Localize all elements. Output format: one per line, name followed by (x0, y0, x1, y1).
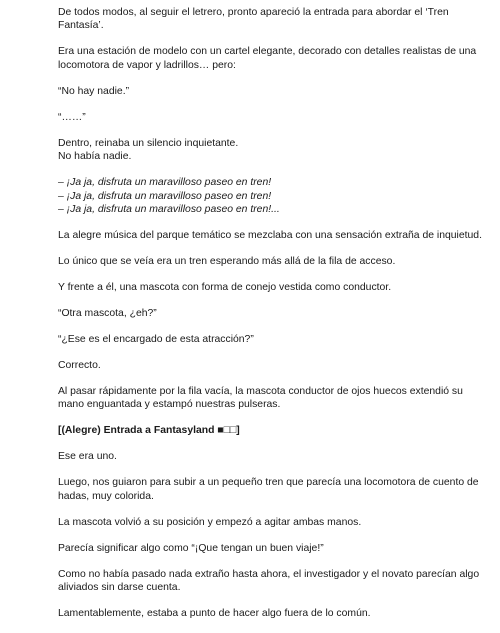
paragraph-12 (58, 359, 468, 372)
text-line: Lamentablemente, estaba a punto de hacer algo fuera de lo común. (58, 608, 371, 620)
paragraph-13 (58, 385, 468, 412)
paragraph-8 (58, 255, 468, 268)
paragraph-10 (58, 307, 468, 320)
text-line: Dentro, reinaba un silencio inquietante. (58, 137, 239, 149)
paragraph-7 (58, 229, 482, 242)
text-line: “¿Ese es el encargado de esta atracción?” (58, 334, 254, 346)
paragraph-1 (58, 6, 468, 33)
text-line: No había nadie. (58, 151, 132, 163)
paragraph-3 (58, 85, 468, 98)
text-line: Y frente a él, una mascota con forma de conejo vestida como conductor. (58, 282, 392, 294)
text-line: [(Alegre) Entrada a Fantasyland ■□□] (58, 425, 240, 437)
text-line: Era una estación de modelo con un cartel elegante, decorado con detalles realistas de una (58, 46, 477, 58)
text-line: “Otra mascota, ¿eh?” (58, 308, 157, 320)
text-line: aliviados sin darse cuenta. (58, 582, 181, 594)
text-line: Como no había pasado nada extraño hasta ahora, el investigador y el novato parecían algo (58, 568, 480, 580)
paragraph-9 (58, 281, 468, 294)
paragraph-18 (58, 542, 468, 555)
text-line: “No hay nadie.” (58, 85, 130, 97)
text-line: La mascota volvió a su posición y empezó a agitar ambas manos. (58, 516, 362, 528)
paragraph-19 (58, 568, 480, 595)
paragraph-14-system-message (58, 424, 468, 437)
text-line: locomotora de vapor y ladrillos… pero: (58, 59, 236, 71)
paragraph-2 (58, 45, 477, 72)
text-line: La alegre música del parque temático se mezclaba con una sensación extraña de inquietud. (58, 230, 482, 242)
text-line: “……” (58, 111, 86, 123)
document-page (58, 6, 482, 633)
text-line: Fantasía’. (58, 20, 104, 32)
paragraph-6-announcement (58, 176, 468, 216)
text-line: – ¡Ja ja, disfruta un maravilloso paseo en tren! (58, 190, 272, 202)
text-line: – ¡Ja ja, disfruta un maravilloso paseo en tren! (58, 177, 272, 189)
text-line: De todos modos, al seguir el letrero, pronto apareció la entrada para abordar el ‘Tren (58, 7, 449, 18)
text-line: mano enguantada y estampó nuestras pulseras. (58, 399, 281, 411)
text-line: Lo único que se veía era un tren esperando más allá de la fila de acceso. (58, 256, 396, 268)
paragraph-15 (58, 450, 468, 463)
paragraph-11 (58, 333, 468, 346)
text-line: Luego, nos guiaron para subir a un pequeño tren que parecía una locomotora de cuento de (58, 477, 479, 489)
paragraph-16 (58, 476, 479, 503)
paragraph-4 (58, 111, 468, 124)
text-line: Ese era uno. (58, 451, 117, 463)
paragraph-20 (58, 607, 468, 620)
text-line: hadas, muy colorida. (58, 490, 154, 502)
paragraph-5 (58, 137, 468, 164)
text-line: Parecía significar algo como “¡Que tengan un buen viaje!” (58, 542, 324, 554)
paragraph-17 (58, 516, 468, 529)
text-line: Al pasar rápidamente por la fila vacía, la mascota conductor de ojos huecos extendió su (58, 386, 463, 398)
text-line: Correcto. (58, 360, 101, 372)
text-line: – ¡Ja ja, disfruta un maravilloso paseo en tren!... (58, 204, 280, 216)
